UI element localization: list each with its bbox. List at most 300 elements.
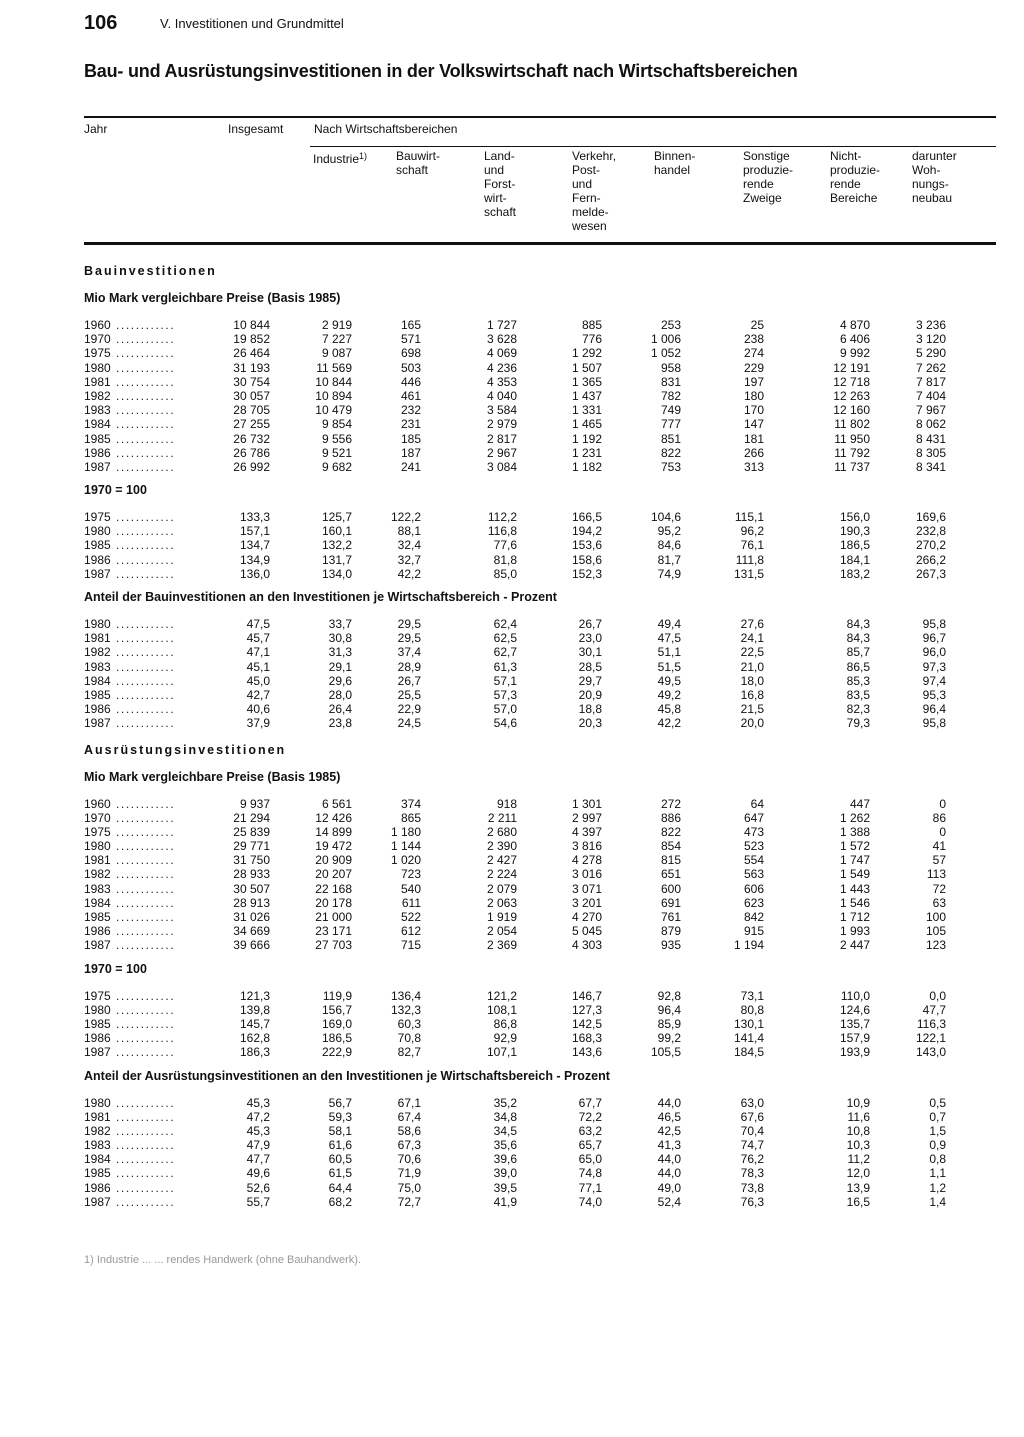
cell-value: 97,4 [922,673,946,688]
leader-dots: ............ [116,388,176,403]
cell-value: 45,1 [246,659,270,674]
leader-dots: ............ [116,318,176,332]
cell-value: 854 [660,839,681,854]
cell-value: 10 479 [315,403,352,418]
leader-dots: ............ [116,1152,176,1167]
cell-value: 2 369 [486,938,517,953]
column-header-binnenhandel [654,149,695,177]
cell-value: 72,2 [578,1109,602,1124]
block-subtitle: Mio Mark vergleichbare Preise (Basis 1985) [84,769,341,784]
cell-value: 67,4 [397,1109,421,1124]
cell-value: 2 979 [486,417,517,432]
column-header-line: rende [743,177,774,191]
column-header-line: produzie- [830,163,881,177]
cell-value: 232 [400,403,421,418]
cell-value: 11 737 [834,459,870,474]
cell-value: 18,8 [578,702,602,717]
cell-value: 12,0 [846,1166,870,1181]
cell-value: 39,5 [493,1180,517,1195]
cell-value: 65,7 [578,1138,602,1153]
cell-value: 125,7 [321,510,352,525]
cell-value: 84,3 [846,617,870,631]
cell-value: 44,0 [657,1095,681,1110]
cell-value: 83,5 [846,687,870,702]
cell-value: 30 057 [233,388,270,403]
cell-value: 1,4 [929,1194,946,1209]
cell-value: 886 [660,810,681,825]
cell-value: 71,9 [397,1166,421,1181]
cell-value: 6 406 [839,332,870,347]
leader-dots: ............ [116,673,176,688]
cell-year: 1982 [84,867,111,882]
cell-value: 44,0 [657,1152,681,1167]
cell-value: 49,0 [657,1180,681,1195]
table-row [84,716,996,730]
cell-value: 44,0 [657,1166,681,1181]
table-row [84,332,996,346]
cell-value: 61,6 [328,1138,352,1153]
cell-value: 57 [932,853,946,868]
cell-value: 77,6 [493,538,517,553]
column-header-line: Sonstige [743,149,790,163]
cell-value: 96,2 [740,524,764,539]
table-rows [84,510,996,581]
cell-value: 116,3 [916,1016,946,1031]
cell-value: 45,8 [657,702,681,717]
cell-value: 74,7 [740,1138,764,1153]
cell-value: 749 [660,403,681,418]
cell-value: 81,8 [493,552,517,567]
cell-value: 3 084 [486,459,517,474]
cell-value: 22,5 [740,645,764,660]
table-row [84,375,996,389]
cell-year: 1980 [84,839,111,854]
cell-value: 1 572 [839,839,870,854]
cell-value: 1 180 [390,824,421,839]
cell-value: 232,8 [915,524,946,539]
leader-dots: ............ [116,1095,176,1110]
cell-value: 113 [926,867,946,882]
cell-value: 181 [743,431,764,446]
cell-value: 9 937 [239,796,270,811]
table-body [84,262,996,1209]
cell-value: 105,5 [650,1045,681,1060]
cell-value: 27,6 [740,617,764,631]
cell-value: 1,2 [929,1180,946,1195]
table-row [84,460,996,474]
leader-dots: ............ [116,631,176,646]
cell-value: 59,3 [328,1109,352,1124]
cell-value: 231 [400,417,421,432]
cell-value: 141,4 [733,1031,764,1046]
column-header-line: rende [830,177,861,191]
cell-value: 119,9 [322,988,352,1003]
cell-value: 563 [743,867,764,882]
cell-value: 60,5 [328,1152,352,1167]
cell-value: 10 844 [233,318,270,332]
footnote-marker: 1) [359,151,368,161]
cell-value: 25,5 [397,687,421,702]
table-rows [84,318,996,474]
cell-value: 57,1 [493,673,517,688]
cell-value: 10,8 [846,1123,870,1138]
table-row [84,1017,996,1031]
cell-year: 1986 [84,1180,111,1195]
cell-value: 0 [939,796,946,811]
cell-value: 20 909 [315,853,352,868]
cell-year: 1982 [84,388,111,403]
column-header-line: schaft [396,163,429,177]
cell-value: 26,7 [578,617,602,631]
cell-value: 112,2 [487,510,517,525]
cell-value: 753 [660,459,681,474]
leader-dots: ............ [116,346,176,361]
cell-value: 3 628 [486,332,517,347]
cell-value: 45,0 [246,673,270,688]
cell-year: 1980 [84,1095,111,1110]
cell-value: 29,6 [328,673,352,688]
leader-dots: ............ [116,538,176,553]
cell-year: 1985 [84,910,111,924]
cell-value: 133,3 [239,510,270,525]
cell-value: 2 919 [321,318,352,332]
leader-dots: ............ [116,659,176,674]
cell-value: 45,7 [246,631,270,646]
cell-value: 63 [932,895,946,910]
cell-value: 72,7 [397,1194,421,1209]
cell-value: 35,6 [493,1138,517,1153]
leader-dots: ............ [116,510,176,525]
cell-value: 127,3 [571,1002,602,1017]
cell-value: 186,5 [839,538,870,553]
cell-year: 1987 [84,1194,111,1209]
cell-value: 92,8 [657,988,681,1003]
cell-value: 842 [743,910,764,924]
cell-year: 1975 [84,988,111,1003]
cell-value: 60,3 [397,1016,421,1031]
table-rows [84,1096,996,1210]
cell-value: 68,2 [328,1194,352,1209]
cell-value: 8 431 [915,431,946,446]
cell-value: 1 727 [486,318,517,332]
cell-value: 1 301 [571,796,602,811]
cell-value: 79,3 [846,716,870,731]
cell-value: 851 [660,431,681,446]
cell-value: 3 071 [571,881,602,896]
cell-value: 39,6 [493,1152,517,1167]
cell-value: 1 388 [839,824,870,839]
cell-value: 2 447 [839,938,870,953]
leader-dots: ............ [116,417,176,432]
cell-year: 1981 [84,374,111,389]
cell-value: 11 792 [834,445,870,460]
cell-value: 26,4 [328,702,352,717]
cell-value: 21 000 [315,910,352,924]
cell-value: 22,9 [397,702,421,717]
cell-value: 123 [925,938,946,953]
column-header-line: Post- [572,163,601,177]
cell-value: 651 [660,867,681,882]
column-header-verkehr-post-fernmeldewesen [572,149,616,233]
cell-value: 1 546 [839,895,870,910]
cell-value: 85,3 [846,673,870,688]
cell-value: 28 933 [233,867,270,882]
cell-value: 49,6 [246,1166,270,1181]
table-rows [84,989,996,1060]
cell-value: 67,3 [397,1138,421,1153]
cell-value: 0,9 [929,1138,946,1153]
cell-value: 9 992 [839,346,870,361]
cell-value: 116,8 [487,524,517,539]
cell-value: 184,5 [733,1045,764,1060]
cell-value: 865 [400,810,421,825]
cell-value: 67,1 [397,1095,421,1110]
cell-value: 28,5 [578,659,602,674]
cell-value: 3 120 [915,332,946,347]
cell-value: 65,0 [578,1152,602,1167]
cell-value: 61,5 [328,1166,352,1181]
table-row [84,346,996,360]
cell-year: 1983 [84,659,111,674]
cell-value: 147 [743,417,764,432]
cell-value: 1,1 [929,1166,946,1181]
cell-value: 554 [743,853,764,868]
cell-value: 42,2 [397,566,421,581]
cell-value: 183,2 [839,566,870,581]
cell-value: 7 404 [915,388,946,403]
cell-value: 4 870 [839,318,870,332]
table-row [84,645,996,659]
cell-value: 4 278 [571,853,602,868]
cell-value: 28 705 [233,403,270,418]
leader-dots: ............ [116,403,176,418]
cell-year: 1986 [84,445,111,460]
cell-value: 67,7 [578,1095,602,1110]
cell-value: 885 [581,318,602,332]
table-row [84,660,996,674]
cell-value: 75,0 [397,1180,421,1195]
cell-value: 41,3 [657,1138,681,1153]
cell-value: 503 [400,360,421,375]
cell-value: 134,9 [239,552,270,567]
cell-value: 168,3 [571,1031,602,1046]
cell-value: 20,0 [740,716,764,731]
cell-year: 1960 [84,796,111,811]
cell-value: 2 224 [486,867,517,882]
cell-value: 822 [660,445,681,460]
leader-dots: ............ [116,988,176,1003]
cell-value: 1 443 [839,881,870,896]
cell-year: 1986 [84,552,111,567]
section-title: Bauinvestitionen [84,264,217,278]
cell-value: 42,5 [657,1123,681,1138]
cell-value: 82,3 [846,702,870,717]
cell-value: 611 [401,895,421,910]
cell-value: 52,4 [657,1194,681,1209]
cell-value: 45,3 [246,1095,270,1110]
cell-year: 1984 [84,895,111,910]
table-row [84,910,996,924]
leader-dots: ............ [116,566,176,581]
leader-dots: ............ [116,1123,176,1138]
leader-dots: ............ [116,938,176,953]
column-header-line: schaft [484,205,517,219]
cell-value: 2 390 [486,839,517,854]
cell-value: 49,5 [657,673,681,688]
cell-value: 2 211 [487,810,517,825]
cell-year: 1984 [84,673,111,688]
cell-value: 12 263 [833,388,870,403]
column-header-line: und [572,177,593,191]
leader-dots: ............ [116,645,176,660]
cell-value: 10 894 [315,388,352,403]
cell-value: 67,6 [740,1109,764,1124]
table-row [84,631,996,645]
cell-value: 165 [400,318,421,332]
cell-value: 0,7 [929,1109,946,1124]
cell-year: 1981 [84,853,111,868]
cell-value: 28 913 [233,895,270,910]
cell-value: 100 [925,910,946,924]
cell-value: 4 069 [486,346,517,361]
cell-value: 122,2 [390,510,421,525]
column-header-line: und [484,163,505,177]
cell-value: 915 [743,924,764,939]
cell-value: 272 [660,796,681,811]
cell-value: 42,7 [246,687,270,702]
table-row [84,1110,996,1124]
cell-value: 35,2 [493,1095,517,1110]
cell-value: 698 [400,346,421,361]
cell-year: 1980 [84,360,111,375]
table-row [84,538,996,552]
cell-value: 1 231 [571,445,602,460]
cell-value: 540 [400,881,421,896]
cell-value: 1 144 [390,839,421,854]
cell-value: 34 669 [233,924,270,939]
cell-value: 23,0 [578,631,602,646]
cell-value: 21,0 [740,659,764,674]
cell-value: 32,4 [397,538,421,553]
cell-value: 822 [660,824,681,839]
leader-dots: ............ [116,702,176,717]
cell-value: 8 341 [915,459,946,474]
cell-year: 1985 [84,538,111,553]
cell-value: 3 201 [571,895,602,910]
leader-dots: ............ [116,687,176,702]
cell-year: 1986 [84,1031,111,1046]
cell-value: 879 [660,924,681,939]
cell-value: 782 [660,388,681,403]
table-row [84,853,996,867]
cell-value: 28,9 [397,659,421,674]
table-row [84,417,996,431]
cell-value: 49,4 [657,617,681,631]
cell-value: 51,1 [657,645,681,660]
cell-value: 2 967 [486,445,517,460]
leader-dots: ............ [116,374,176,389]
cell-year: 1987 [84,566,111,581]
leader-dots: ............ [116,867,176,882]
cell-value: 74,9 [657,566,681,581]
cell-value: 169,6 [915,510,946,525]
cell-value: 74,8 [578,1166,602,1181]
cell-value: 96,7 [922,631,946,646]
cell-value: 76,1 [740,538,764,553]
table-top-rule [84,116,996,118]
table-row [84,825,996,839]
leader-dots: ............ [116,1109,176,1124]
cell-value: 30,8 [328,631,352,646]
cell-value: 16,5 [846,1194,870,1209]
cell-value: 0,5 [929,1095,946,1110]
cell-value: 190,3 [839,524,870,539]
cell-year: 1980 [84,1002,111,1017]
table-rows [84,797,996,953]
leader-dots: ............ [116,853,176,868]
table-row [84,1031,996,1045]
cell-value: 2 063 [486,895,517,910]
leader-dots: ............ [116,895,176,910]
cell-value: 270,2 [915,538,946,553]
cell-value: 1 993 [839,924,870,939]
table-row [84,938,996,952]
cell-value: 64 [750,796,764,811]
cell-value: 31 026 [233,910,270,924]
cell-value: 16,8 [740,687,764,702]
table-row [84,797,996,811]
cell-value: 92,9 [493,1031,517,1046]
cell-value: 1 549 [839,867,870,882]
column-header-line: Bereiche [830,191,878,205]
cell-value: 136,4 [390,988,421,1003]
cell-value: 4 040 [486,388,517,403]
cell-value: 74,0 [578,1194,602,1209]
cell-year: 1982 [84,645,111,660]
leader-dots: ............ [116,332,176,347]
column-header-line: Zweige [743,191,782,205]
cell-value: 2 054 [486,924,517,939]
cell-value: 121,3 [239,988,270,1003]
cell-value: 18,0 [740,673,764,688]
leader-dots: ............ [116,1194,176,1209]
cell-value: 20 207 [315,867,352,882]
cell-value: 313 [743,459,764,474]
column-header-line: Land- [484,149,515,163]
leader-dots: ............ [116,445,176,460]
table-row [84,1003,996,1017]
cell-value: 95,8 [922,716,946,731]
cell-value: 26 464 [233,346,270,361]
cell-value: 30,1 [578,645,602,660]
cell-value: 9 556 [321,431,352,446]
leader-dots: ............ [116,552,176,567]
column-header-line: Verkehr, [572,149,617,163]
cell-value: 162,8 [239,1031,270,1046]
table-row [84,989,996,1003]
cell-value: 197 [743,374,764,389]
cell-value: 61,3 [493,659,517,674]
cell-value: 7 967 [915,403,946,418]
cell-year: 1986 [84,924,111,939]
leader-dots: ............ [116,910,176,924]
cell-value: 461 [400,388,421,403]
cell-value: 153,6 [571,538,602,553]
cell-year: 1980 [84,524,111,539]
column-header-line: Fern- [572,191,601,205]
cell-value: 0 [939,824,946,839]
cell-value: 5 045 [571,924,602,939]
